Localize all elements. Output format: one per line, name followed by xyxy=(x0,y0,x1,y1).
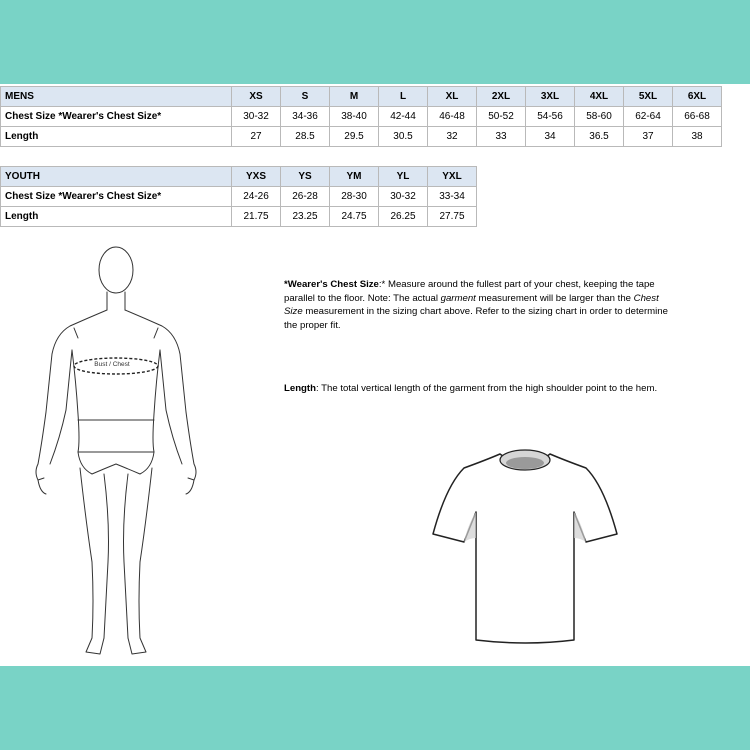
chest-note-text: measurement will be larger than the xyxy=(475,292,634,304)
mens-title: MENS xyxy=(1,87,232,107)
size-chart-sheet xyxy=(0,84,750,666)
table-cell: 28.5 xyxy=(281,127,330,147)
body-outline-figure xyxy=(20,242,210,666)
table-cell: 26-28 xyxy=(281,187,330,207)
table-cell: 33 xyxy=(477,127,526,147)
table-cell: 34 xyxy=(526,127,575,147)
size-header: YM xyxy=(330,167,379,187)
table-cell: 27 xyxy=(232,127,281,147)
size-header: YS xyxy=(281,167,330,187)
table-cell: 42-44 xyxy=(379,107,428,127)
table-cell: 54-56 xyxy=(526,107,575,127)
size-header: YL xyxy=(379,167,428,187)
table-cell: 50-52 xyxy=(477,107,526,127)
table-cell: 23.25 xyxy=(281,207,330,227)
chest-size-note xyxy=(284,278,674,332)
table-row xyxy=(1,127,722,147)
length-note-text: : The total vertical length of the garment from the high shoulder point to the hem. xyxy=(315,383,658,394)
row-label-length: Length xyxy=(1,207,232,227)
table-cell: 36.5 xyxy=(575,127,624,147)
mens-size-table xyxy=(0,86,722,147)
size-header: 6XL xyxy=(673,87,722,107)
top-teal-band xyxy=(0,0,750,84)
table-cell: 24-26 xyxy=(232,187,281,207)
table-cell: 34-36 xyxy=(281,107,330,127)
size-header: L xyxy=(379,87,428,107)
table-row xyxy=(1,207,477,227)
table-cell: 29.5 xyxy=(330,127,379,147)
table-row xyxy=(1,107,722,127)
table-cell: 21.75 xyxy=(232,207,281,227)
table-cell: 46-48 xyxy=(428,107,477,127)
table-cell: 30-32 xyxy=(379,187,428,207)
table-cell: 37 xyxy=(624,127,673,147)
chest-note-text: :* Measure around the fullest part of your chest, keeping the tape parallel to the floor. Note: The actual xyxy=(284,279,655,304)
table-cell: 32 xyxy=(428,127,477,147)
size-header: 3XL xyxy=(526,87,575,107)
tshirt-body xyxy=(433,454,617,643)
chest-note-term: *Wearer's Chest Size xyxy=(284,279,379,290)
size-header: XS xyxy=(232,87,281,107)
briefs-outline xyxy=(78,452,154,474)
size-header: 5XL xyxy=(624,87,673,107)
table-cell: 58-60 xyxy=(575,107,624,127)
table-cell: 62-64 xyxy=(624,107,673,127)
table-cell: 24.75 xyxy=(330,207,379,227)
size-header: 4XL xyxy=(575,87,624,107)
chest-note-emphasis: Chest Size xyxy=(284,292,659,317)
length-note xyxy=(284,382,674,396)
chest-note-emphasis: garment xyxy=(440,292,476,304)
size-header: S xyxy=(281,87,330,107)
table-cell: 30.5 xyxy=(379,127,428,147)
table-cell: 28-30 xyxy=(330,187,379,207)
bottom-teal-band xyxy=(0,666,750,750)
youth-title: YOUTH xyxy=(1,167,232,187)
table-cell: 38-40 xyxy=(330,107,379,127)
size-header: YXS xyxy=(232,167,281,187)
length-note-term: Length xyxy=(284,383,316,394)
youth-size-table xyxy=(0,166,477,227)
size-header: M xyxy=(330,87,379,107)
table-cell: 33-34 xyxy=(428,187,477,207)
table-cell: 26.25 xyxy=(379,207,428,227)
table-cell: 27.75 xyxy=(428,207,477,227)
chest-note-text: measurement in the sizing chart above. Refer to the sizing chart in order to determine the proper fit. xyxy=(284,306,668,331)
youth-header-row xyxy=(1,167,477,187)
torso-outline xyxy=(36,310,107,480)
table-row xyxy=(1,187,477,207)
row-label-chest: Chest Size *Wearer's Chest Size* xyxy=(1,107,232,127)
size-header: 2XL xyxy=(477,87,526,107)
row-label-chest: Chest Size *Wearer's Chest Size* xyxy=(1,187,232,207)
tshirt-outline-figure xyxy=(430,446,620,648)
row-label-length: Length xyxy=(1,127,232,147)
size-header: XL xyxy=(428,87,477,107)
table-cell: 30-32 xyxy=(232,107,281,127)
size-header: YXL xyxy=(428,167,477,187)
table-cell: 66-68 xyxy=(673,107,722,127)
mens-header-row xyxy=(1,87,722,107)
head-outline xyxy=(99,247,133,293)
table-cell: 38 xyxy=(673,127,722,147)
bust-chest-label: Bust / Chest xyxy=(94,361,130,368)
